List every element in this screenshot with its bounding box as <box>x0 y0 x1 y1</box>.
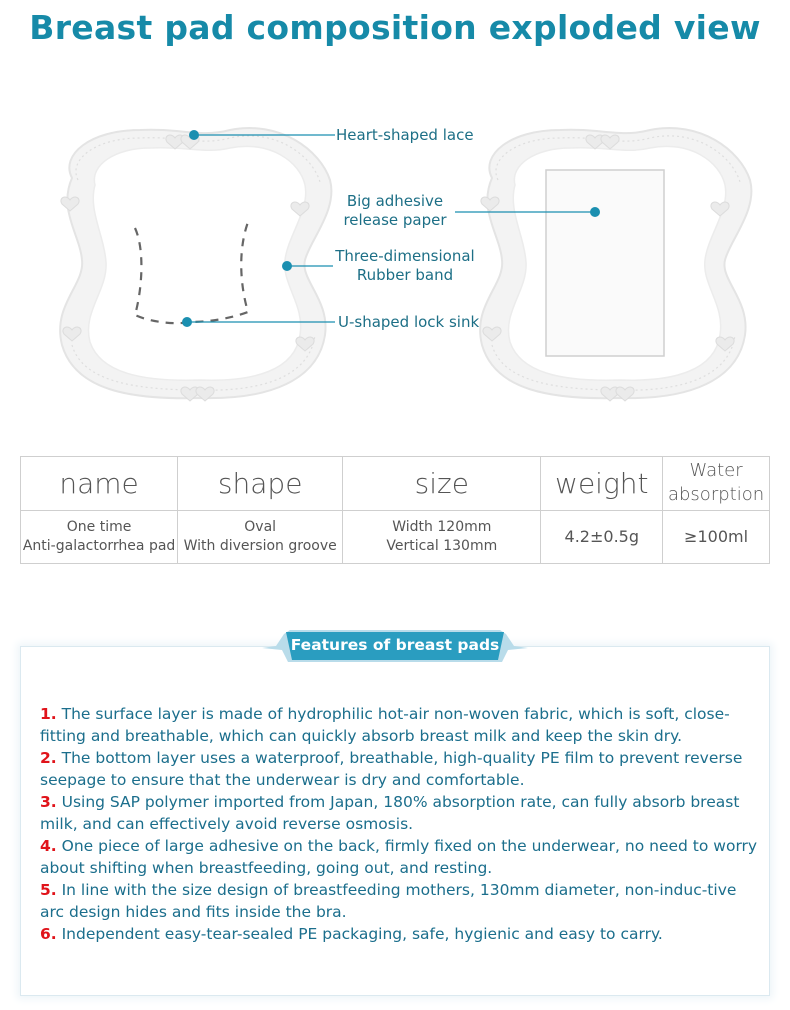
feature-number: 1. <box>40 705 57 723</box>
callout-adhesive-line1: Big adhesive <box>346 192 444 210</box>
header-shape: shape <box>178 457 343 511</box>
cell-shape <box>178 510 343 564</box>
feature-number: 6. <box>40 925 57 943</box>
heart-lace-dot <box>189 130 199 140</box>
feature-text: One piece of large adhesive on the back, firmly fixed on the underwear, no need to worry about shifting when breastfeeding, going out, and resting. <box>40 837 758 877</box>
u-lock-dot <box>182 317 192 327</box>
cell-size <box>343 510 541 564</box>
callout-rubber-band <box>330 247 480 285</box>
cell-weight: 4.2±0.5g <box>541 510 663 564</box>
cell-name <box>21 510 178 564</box>
callout-heart-lace: Heart-shaped lace <box>336 126 474 144</box>
cell-shape-line2: With diversion groove <box>183 537 337 554</box>
list-item <box>40 835 758 879</box>
cell-absorption: ≥100ml <box>663 510 770 564</box>
feature-number: 4. <box>40 837 57 855</box>
callout-adhesive <box>330 192 460 230</box>
feature-text: In line with the size design of breastfeeding mothers, 130mm diameter, non-induc-tive arc design hides and fits inside the bra. <box>40 881 737 921</box>
feature-text: Independent easy-tear-sealed PE packaging, safe, hygienic and easy to carry. <box>56 925 663 943</box>
adhesive-dot <box>590 207 600 217</box>
feature-number: 5. <box>40 881 57 899</box>
feature-list <box>40 703 758 945</box>
feature-text: Using SAP polymer imported from Japan, 180% absorption rate, can fully absorb breast milk, and can effectively avoid reverse osmosis. <box>40 793 740 833</box>
features-badge <box>262 628 528 666</box>
list-item <box>40 879 758 923</box>
feature-text: The surface layer is made of hydrophilic hot-air non-woven fabric, which is soft, close-fitting and breathable, which can quickly absorb breast milk and keep the skin dry. <box>40 705 730 745</box>
callout-u-lock: U-shaped lock sink <box>338 313 480 331</box>
cell-size-line2: Vertical 130mm <box>386 537 498 554</box>
header-water: Water <box>689 460 743 482</box>
cell-name-line2: Anti-galactorrhea pad <box>22 537 176 554</box>
exploded-view-diagram <box>0 100 790 430</box>
cell-shape-line1: Oval <box>244 518 277 535</box>
table-row <box>21 510 770 564</box>
cell-size-line1: Width 120mm <box>392 518 492 535</box>
cell-name-line1: One time <box>66 518 132 535</box>
rubber-band-dot <box>282 261 292 271</box>
header-size: size <box>343 457 541 511</box>
list-item <box>40 791 758 835</box>
page-title: Breast pad composition exploded view <box>29 8 761 47</box>
feature-number: 2. <box>40 749 57 767</box>
table-header-row <box>21 457 770 511</box>
callout-rubber-line1: Three-dimensional <box>335 247 475 265</box>
header-absorption: absorption <box>667 484 765 506</box>
list-item <box>40 923 758 945</box>
header-water-absorption <box>663 457 770 511</box>
list-item <box>40 747 758 791</box>
callout-rubber-line2: Rubber band <box>356 266 454 284</box>
list-item <box>40 703 758 747</box>
back-pad <box>480 128 751 401</box>
features-badge-label: Features of breast pads <box>290 636 500 654</box>
feature-text: The bottom layer uses a waterproof, breathable, high-quality PE film to prevent reverse seepage to ensure that the underwear is dry and comfortable. <box>40 749 743 789</box>
header-weight: weight <box>541 457 663 511</box>
feature-number: 3. <box>40 793 57 811</box>
spec-table <box>20 456 770 564</box>
callout-adhesive-line2: release paper <box>343 211 447 229</box>
header-name: name <box>21 457 178 511</box>
release-paper <box>546 170 664 356</box>
